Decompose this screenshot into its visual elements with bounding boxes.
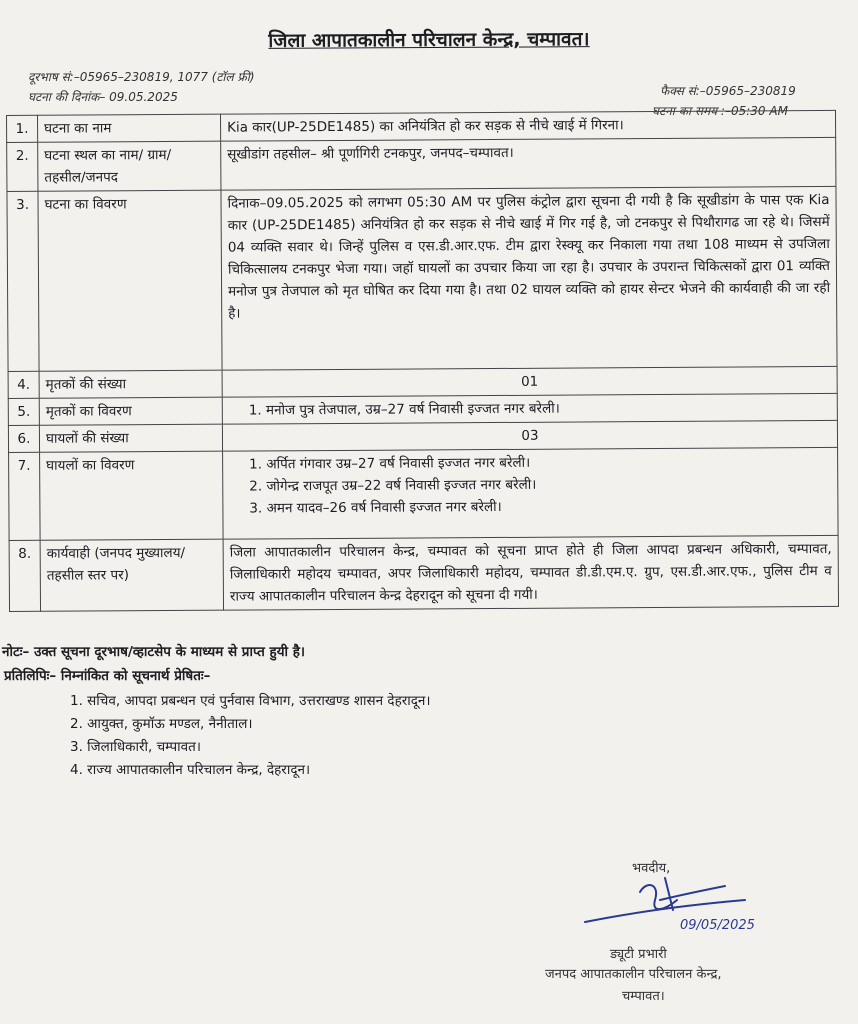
list-item: 1. अर्पित गंगवार उम्र–27 वर्ष निवासी इज्जत नगर बरेली। xyxy=(249,454,531,473)
table-row xyxy=(7,186,837,371)
row-label: घटना का नाम xyxy=(38,114,221,142)
copy-list xyxy=(70,690,431,782)
list-item: 2. आयुक्त, कुमॉऊ मण्डल, नैनीताल। xyxy=(70,716,253,732)
row-label: घटना का विवरण xyxy=(38,190,222,371)
incident-name-value: Kia कार(UP-25DE1485) का अनियंत्रित हो कर सड़क से नीचे खाई में गिरना। xyxy=(220,110,835,141)
row-number: 7. xyxy=(9,452,41,540)
signature-stroke xyxy=(585,878,745,922)
row-number: 2. xyxy=(7,142,38,191)
incident-description-value: दिनाक–09.05.2025 को लगभग 05:30 AM पर पुलिस कंट्रोल द्वारा सूचना दी गयी है कि सूखीडांग के पास एक Kia कार (UP-25DE1485) अनियंत्रित हो कर सड़क से नीचे खाई में गिर गई है, जो टनकपुर से पिथौरागढ जा रहे थे। जिसमें 04 व्यक्ति सवार थे। जिन्हें पुलिस व एस.डी.आर.एफ. टीम द्वारा रेस्क्यू कर निकाला गया तथा 108 माध्यम से उपजिला चिकित्सालय टनकपुर भेजा गया। जहॉ घायलों का उपचार किया जा रहा है। उपचार के उपरान्त चिकित्सकों द्वारा 01 व्यक्ति मनोज पुत्र तेजपाल को मृत घोषित कर दिया गया है। तथा 02 घायल व्यक्ति को हायर सेन्टर भेजने की कार्यवाही की जा रही है। xyxy=(221,186,837,370)
list-item: 1. मनोज पुत्र तेजपाल, उम्र–27 वर्ष निवासी इज्जत नगर बरेली। xyxy=(248,400,560,419)
list-item: 2. जोगेन्द्र राजपूत उम्र–22 वर्ष निवासी इज्जत नगर बरेली। xyxy=(249,476,537,495)
incident-date: घटना की दिनांक– 09.05.2025 xyxy=(28,90,178,104)
row-label: मृतकों का विवरण xyxy=(39,397,222,425)
row-label: घटना स्थल का नाम/ ग्राम/ तहसील/जनपद xyxy=(38,141,221,191)
table-row xyxy=(9,535,838,611)
row-number: 6. xyxy=(8,425,39,452)
row-number: 3. xyxy=(7,191,39,371)
incident-location-value: सूखीडांग तहसील– श्री पूर्णागिरी टनकपुर, जनपद–चम्पावत। xyxy=(221,137,836,190)
row-label: घायलों की संख्या xyxy=(39,424,222,452)
signatory-designation: ड्यूटी प्रभारी xyxy=(610,947,667,962)
row-number: 5. xyxy=(8,398,39,425)
table-row xyxy=(7,137,836,191)
deceased-details-value xyxy=(222,393,837,424)
action-taken-value: जिला आपातकालीन परिचालन केन्द्र, चम्पावत को सूचना प्राप्त होते ही जिला आपदा प्रबन्धन अधिकारी, चम्पावत, जिलाधिकारी महोदय चम्पावत, अपर जिलाधिकारी महोदय, चम्पावत डी.डी.एम.ए. ग्रुप, एस.डी.आर.एफ., पुलिस टीम व राज्य आपातकालीन परिचालन केन्द्र देहरादून को सूचना दी गयी। xyxy=(223,535,838,610)
list-item: 1. सचिव, आपदा प्रबन्धन एवं पुर्नवास विभाग, उत्तराखण्ड शासन देहरादून। xyxy=(70,693,431,709)
list-item: 3. जिलाधिकारी, चम्पावत। xyxy=(70,739,201,755)
row-number: 8. xyxy=(9,540,40,611)
deceased-count-value: 01 xyxy=(222,366,837,397)
row-number: 1. xyxy=(7,115,38,142)
note-text: नोटः– उक्त सूचना दूरभाष/व्हाटसेप के माध्यम से प्राप्त हुयी है। xyxy=(2,644,306,660)
signatory-place: चम्पावत। xyxy=(622,989,665,1004)
incident-table xyxy=(6,110,839,612)
injured-count-value: 03 xyxy=(222,420,837,451)
signature-date: 09/05/2025 xyxy=(680,918,755,933)
fax-number: फैक्स सं:–05965–230819 xyxy=(660,84,796,98)
row-label: घायलों का विवरण xyxy=(40,451,224,540)
list-item: 4. राज्य आपातकालीन परिचालन केन्द्र, देहरादून। xyxy=(70,762,311,778)
row-number: 4. xyxy=(8,371,39,398)
copy-heading: प्रतिलिपिः– निम्नांकित को सूचनार्थ प्रेषितः– xyxy=(4,668,211,684)
page-title: जिला आपातकालीन परिचालन केन्द्र, चम्पावत। xyxy=(268,28,590,52)
phone-number: दूरभाष सं:–05965–230819, 1077 (टॉल फ्री) xyxy=(28,70,255,84)
incident-time: घटना का समय :–05:30 AM xyxy=(652,104,788,118)
closing-text: भवदीय, xyxy=(632,861,671,876)
table-row xyxy=(9,447,839,540)
injured-details-value xyxy=(223,447,839,539)
signatory-office: जनपद आपातकालीन परिचालन केन्द्र, xyxy=(545,967,722,982)
row-label: मृतकों की संख्या xyxy=(39,370,222,398)
row-label: कार्यवाही (जनपद मुख्यालय/तहसील स्तर पर) xyxy=(40,539,223,611)
list-item: 3. अमन यादव–26 वर्ष निवासी इज्जत नगर बरेली। xyxy=(249,498,502,517)
